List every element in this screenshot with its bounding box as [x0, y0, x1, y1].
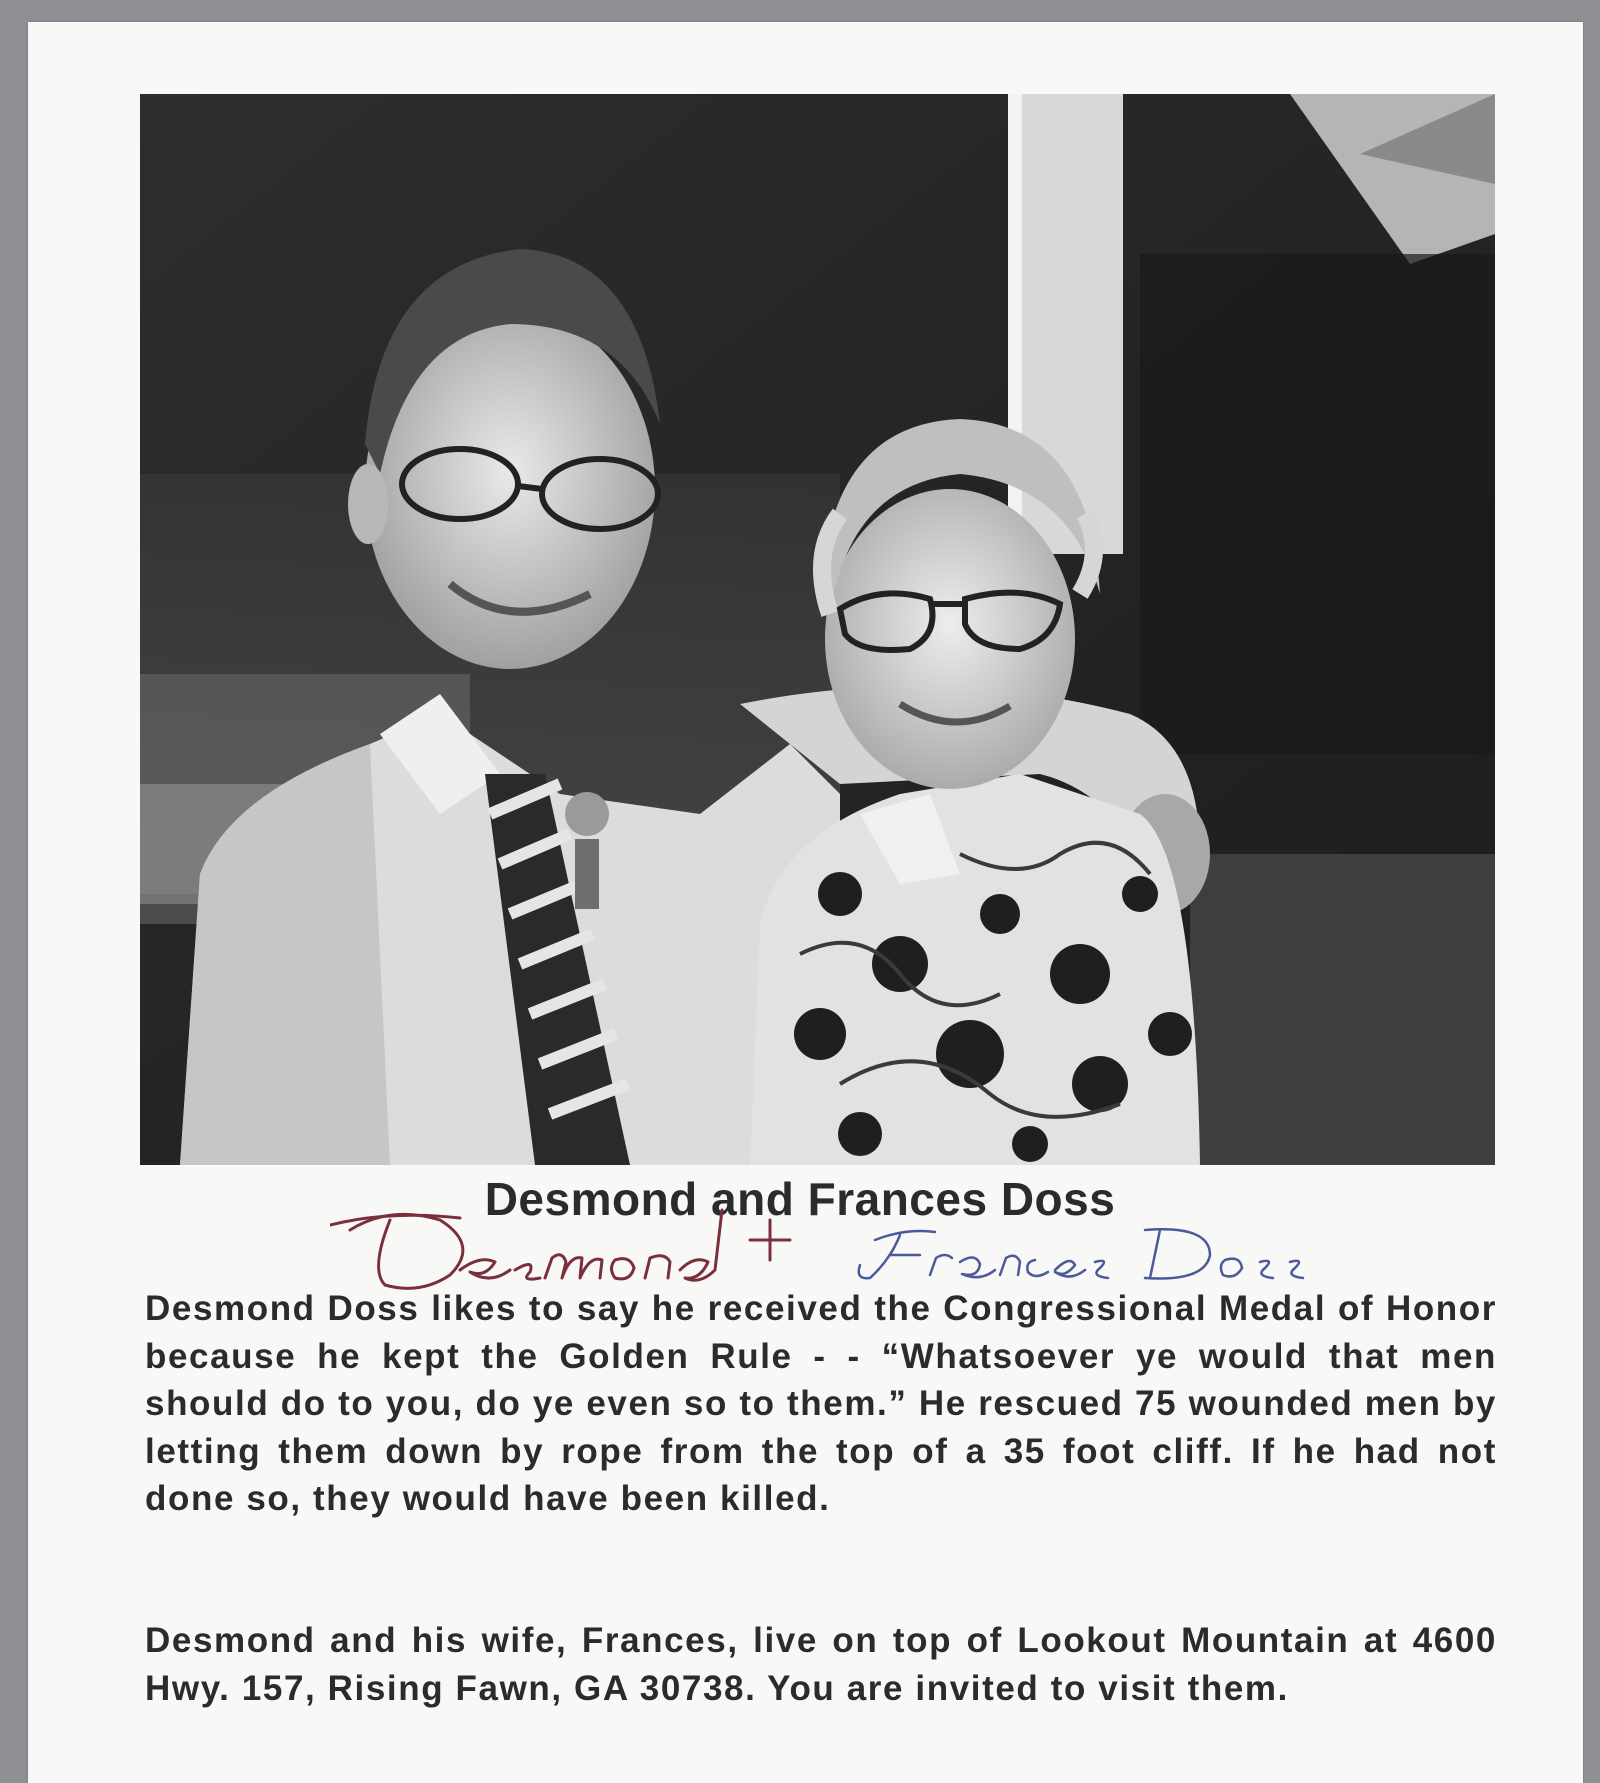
portrait-photo — [140, 94, 1495, 1165]
handwritten-signature — [330, 1200, 1480, 1295]
photo-illustration — [140, 94, 1495, 1165]
paragraph-story: Desmond Doss likes to say he received the Congressional Medal of Honor because he kept the Golden Rule - - “Whatsoever ye would that men should do to you, do ye even so to them.” He rescued 75 wounded men by letting them down by rope from the top of a 35 foot cliff. If he had not done so, they would have been killed. — [145, 1289, 1497, 1518]
paragraph-address: Desmond and his wife, Frances, live on top of Lookout Mountain at 4600 Hwy. 157, Rising Fawn, GA 30738. You are invited to visit them. — [145, 1621, 1497, 1708]
caption-title: Desmond and Frances Doss — [484, 1173, 1116, 1225]
